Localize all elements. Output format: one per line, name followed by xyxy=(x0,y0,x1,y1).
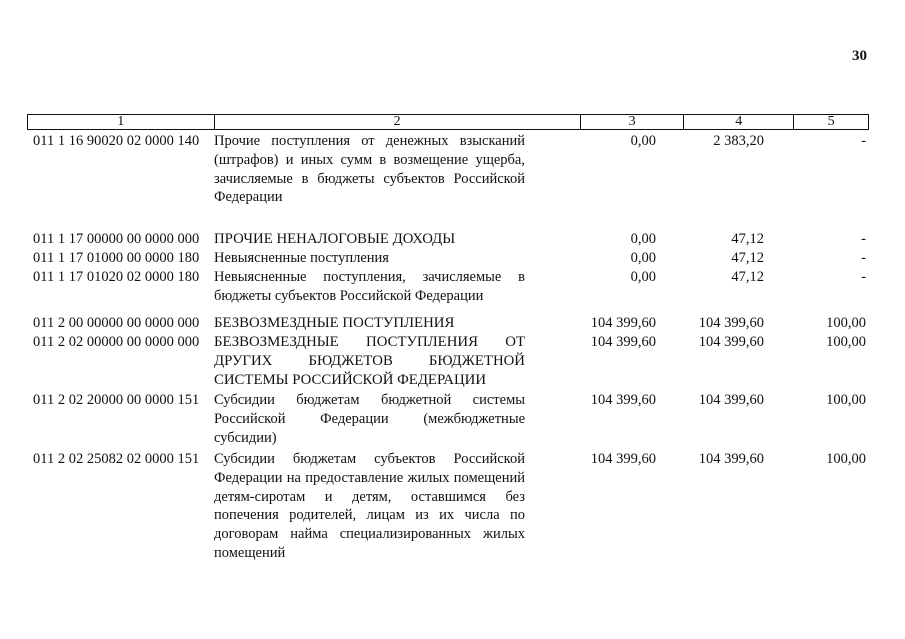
row-value-col5: - xyxy=(861,269,866,285)
row-value-col3: 0,00 xyxy=(630,133,656,149)
row-code: 011 2 02 20000 00 0000 151 xyxy=(33,392,200,408)
column-header-3: 3 xyxy=(580,115,684,129)
row-value-col4: 47,12 xyxy=(731,231,764,247)
row-value-col3: 104 399,60 xyxy=(590,392,656,408)
row-value-col3: 104 399,60 xyxy=(590,334,656,350)
row-value-col5: 100,00 xyxy=(826,392,866,408)
row-name: БЕЗВОЗМЕЗДНЫЕ ПОСТУПЛЕНИЯ ОТ ДРУГИХ БЮДЖЕТОВ БЮДЖЕТНОЙ СИСТЕМЫ РОССИЙСКОЙ ФЕДЕРАЦИИ xyxy=(214,334,525,388)
row-value-col3: 104 399,60 xyxy=(590,315,656,331)
row-value-col4: 47,12 xyxy=(731,269,764,285)
row-value-col4: 104 399,60 xyxy=(698,315,764,331)
page-number: 30 xyxy=(852,48,867,64)
row-value-col4: 104 399,60 xyxy=(698,334,764,350)
column-header-1: 1 xyxy=(117,114,125,129)
row-value-col5: - xyxy=(861,250,866,266)
row-value-col5: 100,00 xyxy=(826,334,866,350)
row-value-col5: 100,00 xyxy=(826,315,866,331)
row-value-col3: 0,00 xyxy=(630,269,656,285)
row-value-col3: 0,00 xyxy=(630,250,656,266)
row-code: 011 2 00 00000 00 0000 000 xyxy=(33,315,200,331)
column-header-2: 2 xyxy=(214,115,580,129)
row-code: 011 1 17 01000 00 0000 180 xyxy=(33,250,200,266)
row-name: Невыясненные поступления xyxy=(214,250,389,266)
row-code: 011 1 17 00000 00 0000 000 xyxy=(33,231,200,247)
row-value-col4: 104 399,60 xyxy=(698,451,764,467)
row-code: 011 2 02 25082 02 0000 151 xyxy=(33,451,200,467)
column-header-4: 4 xyxy=(683,115,793,129)
row-value-col4: 47,12 xyxy=(731,250,764,266)
row-value-col5: - xyxy=(861,231,866,247)
table-header-row xyxy=(27,114,869,130)
row-name: Прочие поступления от денежных взысканий (штрафов) и иных сумм в возмещение ущерба, зачисляемые в бюджеты субъектов Российской Федерации xyxy=(214,133,525,206)
row-code: 011 2 02 00000 00 0000 000 xyxy=(33,334,200,350)
row-name: Невыясненные поступления, зачисляемые в бюджеты субъектов Российской Федерации xyxy=(214,269,525,304)
column-header-5: 5 xyxy=(793,115,868,129)
row-name: ПРОЧИЕ НЕНАЛОГОВЫЕ ДОХОДЫ xyxy=(214,231,456,247)
row-value-col3: 0,00 xyxy=(630,231,656,247)
row-value-col4: 2 383,20 xyxy=(713,133,764,149)
row-name: Субсидии бюджетам бюджетной системы Российской Федерации (межбюджетные субсидии) xyxy=(214,392,525,446)
row-value-col5: - xyxy=(861,133,866,149)
row-value-col3: 104 399,60 xyxy=(590,451,656,467)
row-value-col4: 104 399,60 xyxy=(698,392,764,408)
row-code: 011 1 17 01020 02 0000 180 xyxy=(33,269,200,285)
row-name: Субсидии бюджетам субъектов Российской Федерации на предоставление жилых помещений детям-сиротам и детям, оставшимся без попечения родителей, лицам из их числа по договорам найма специализированных жилых помещений xyxy=(214,451,525,561)
row-value-col5: 100,00 xyxy=(826,451,866,467)
row-code: 011 1 16 90020 02 0000 140 xyxy=(33,133,200,149)
row-name: БЕЗВОЗМЕЗДНЫЕ ПОСТУПЛЕНИЯ xyxy=(214,315,455,331)
